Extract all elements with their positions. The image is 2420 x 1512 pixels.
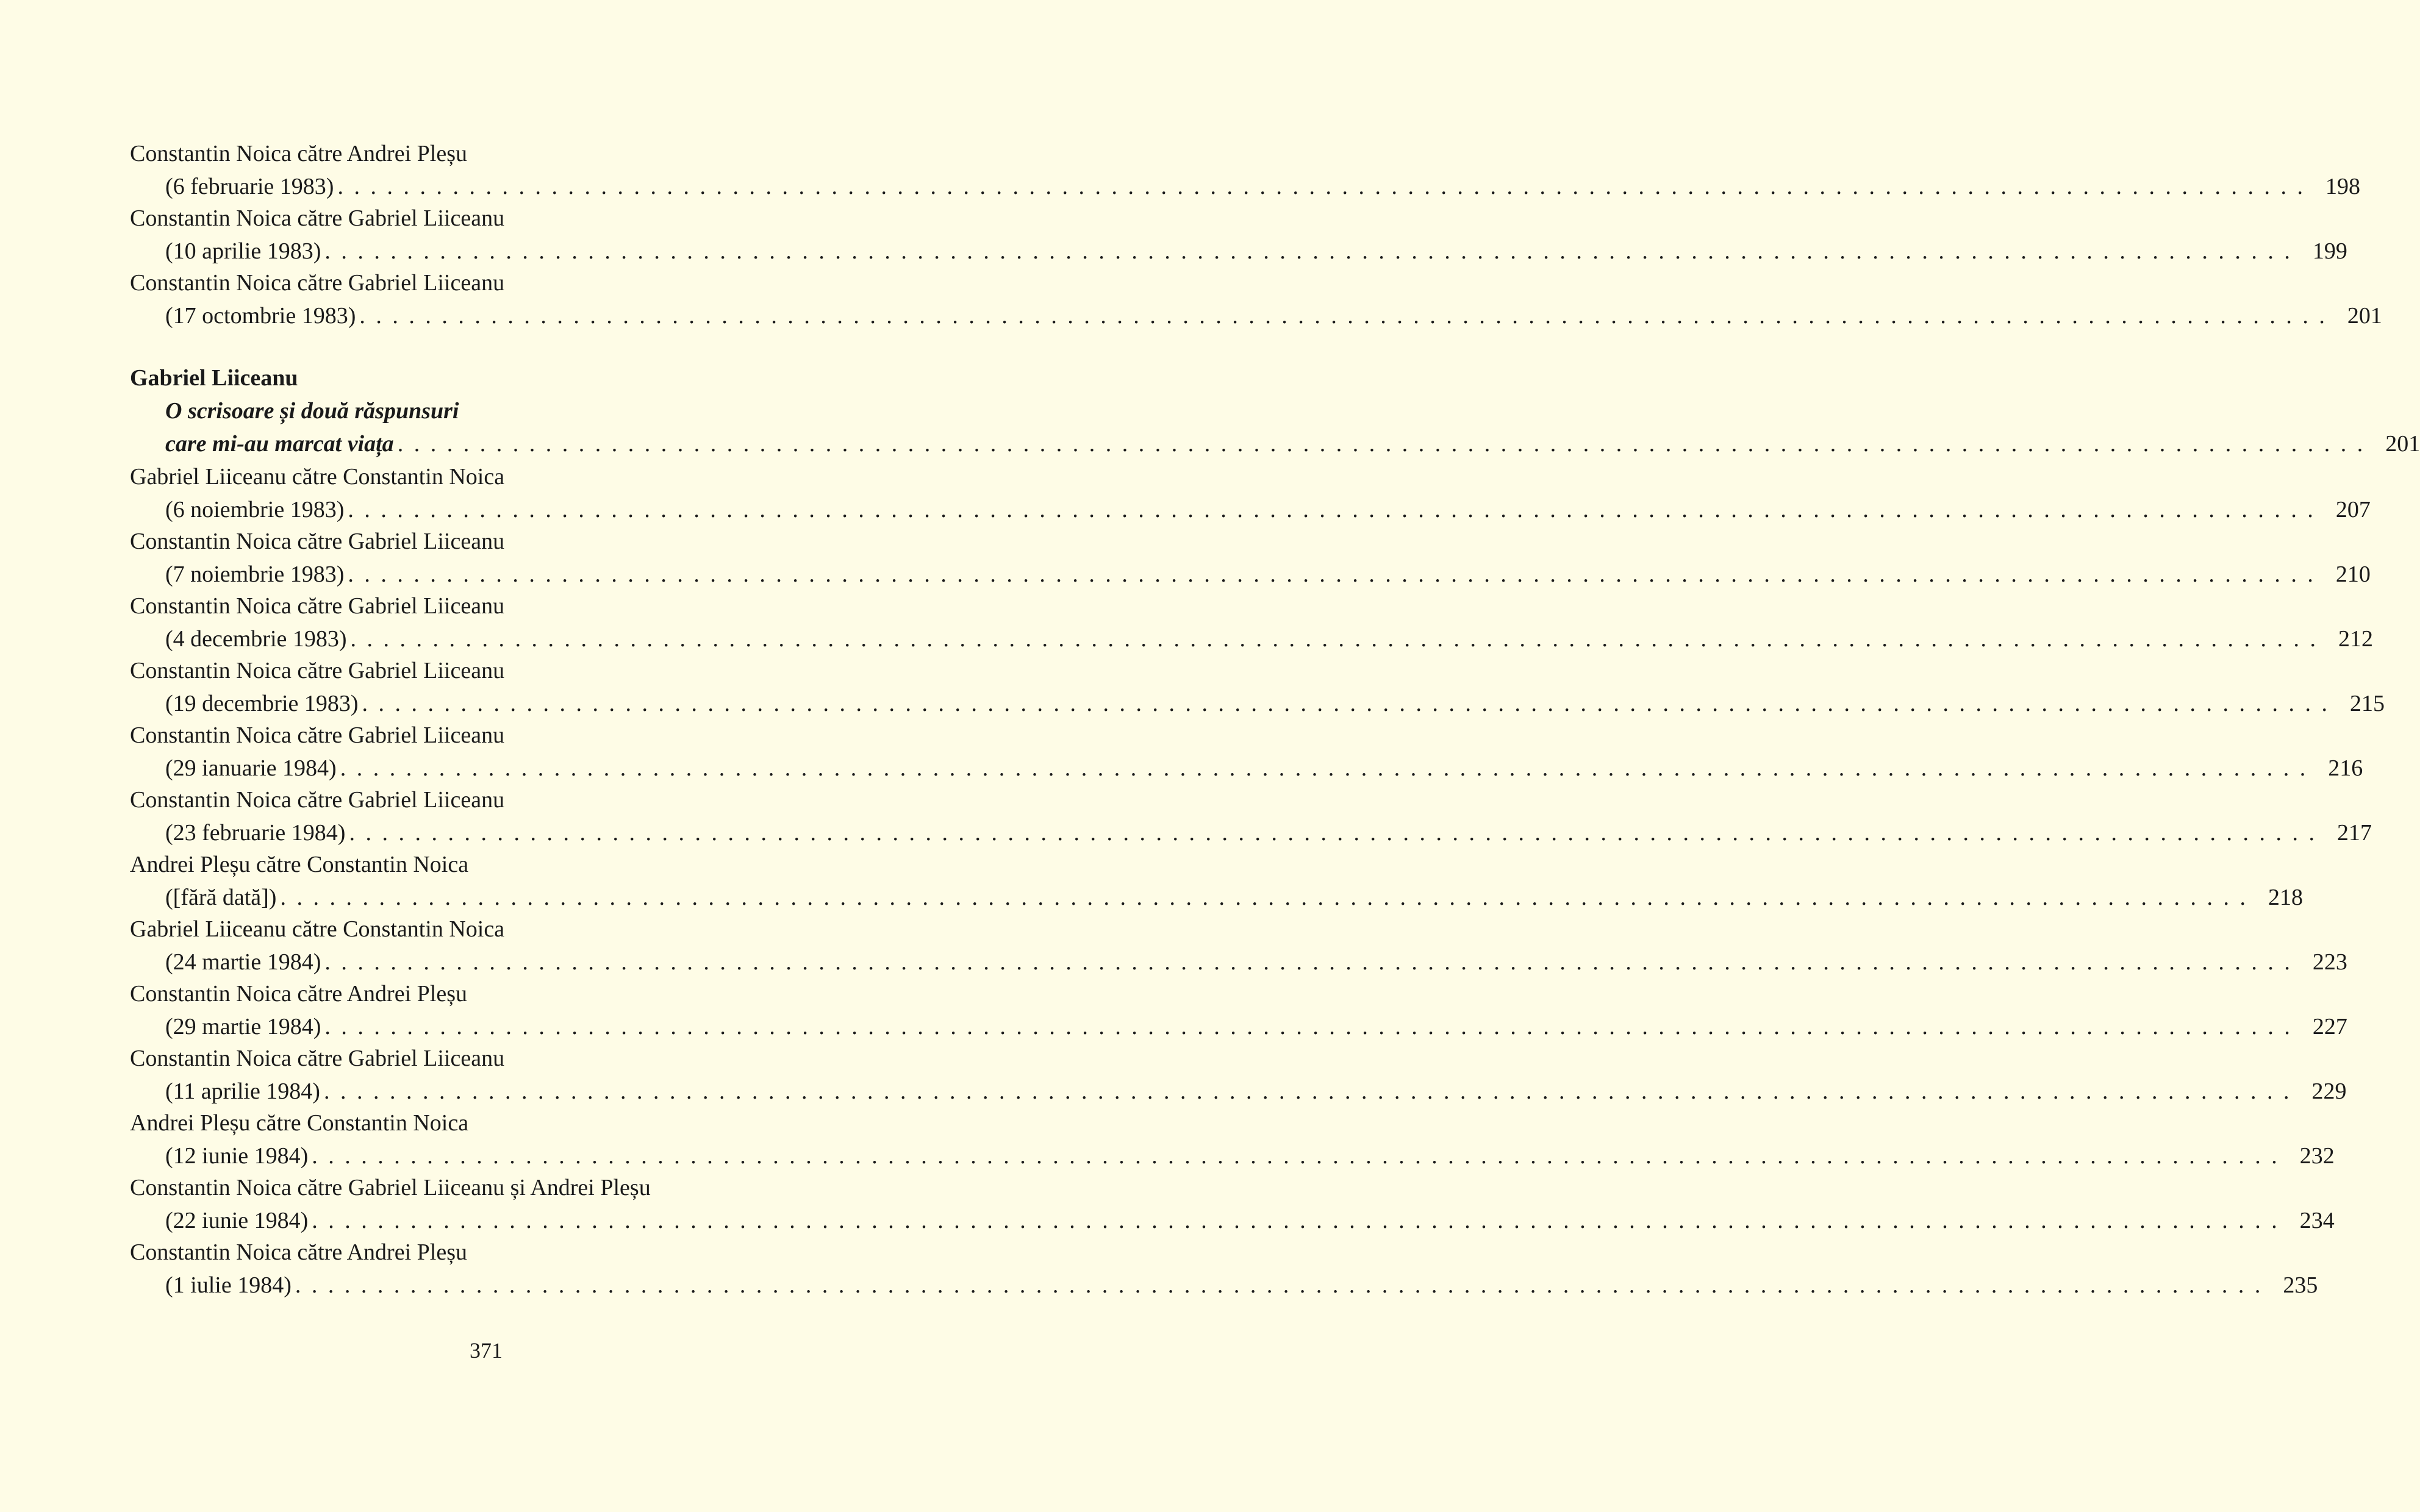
toc-entry-title: Constantin Noica către Gabriel Liiceanu — [130, 787, 505, 813]
toc-page-number: 229 — [2311, 1079, 2347, 1104]
toc-entry-date: (12 iunie 1984) — [165, 1143, 309, 1169]
dot-leader: . . . . . . . . . . . . . . . . . . . . . . . . . . . . . . . . . . . . . . . . . . . . . . . . . . . . . . . . . . . . . . . . . . . . . . . . . . . . . . . . . . . . . . . . . . . . . . . . . . . . . . . . . . . . . . . . . . . . . . . . — [312, 1143, 2280, 1169]
toc-entry-leader-line — [165, 168, 2360, 205]
toc-page-number: 201 — [2385, 431, 2420, 457]
dot-leader: . . . . . . . . . . . . . . . . . . . . . . . . . . . . . . . . . . . . . . . . . . . . . . . . . . . . . . . . . . . . . . . . . . . . . . . . . . . . . . . . . . . . . . . . . . . . . . . . . . . . . . . . . . . . . . . . . . . . . . . . — [348, 497, 2316, 522]
dot-leader: . . . . . . . . . . . . . . . . . . . . . . . . . . . . . . . . . . . . . . . . . . . . . . . . . . . . . . . . . . . . . . . . . . . . . . . . . . . . . . . . . . . . . . . . . . . . . . . . . . . . . . . . . . . . . . . . . . . . . . . . — [323, 1079, 2292, 1104]
dot-leader: . . . . . . . . . . . . . . . . . . . . . . . . . . . . . . . . . . . . . . . . . . . . . . . . . . . . . . . . . . . . . . . . . . . . . . . . . . . . . . . . . . . . . . . . . . . . . . . . . . . . . . . . . . . . . . . . . . . . . . . . — [324, 949, 2293, 975]
toc-page-number: 234 — [2299, 1208, 2335, 1233]
toc-page-number: 218 — [2268, 885, 2303, 910]
toc-page-number: 232 — [2299, 1143, 2335, 1169]
toc-entry-leader-line — [165, 1008, 2347, 1045]
toc-section-title: care mi-au marcat viața — [165, 431, 394, 457]
toc-entry-date: (4 decembrie 1983) — [165, 626, 347, 652]
dot-leader: . . . . . . . . . . . . . . . . . . . . . . . . . . . . . . . . . . . . . . . . . . . . . . . . . . . . . . . . . . . . . . . . . . . . . . . . . . . . . . . . . . . . . . . . . . . . . . . . . . . . . . . . . . . . . . . . . . . . . . . . — [324, 1014, 2293, 1040]
toc-entry-title: Constantin Noica către Gabriel Liiceanu — [130, 593, 505, 619]
toc-entry-date: (23 februarie 1984) — [165, 820, 346, 846]
toc-page-number: 215 — [2350, 691, 2385, 716]
dot-leader: . . . . . . . . . . . . . . . . . . . . . . . . . . . . . . . . . . . . . . . . . . . . . . . . . . . . . . . . . . . . . . . . . . . . . . . . . . . . . . . . . . . . . . . . . . . . . . . . . . . . . . . . . . . . . . . . . . . . . . . . — [359, 303, 2327, 329]
toc-section-title: O scrisoare și două răspunsuri — [165, 398, 459, 424]
toc-entry-title: Gabriel Liiceanu către Constantin Noica — [130, 916, 505, 942]
toc-entry-date: (6 noiembrie 1983) — [165, 497, 345, 522]
toc-page-number: 223 — [2312, 949, 2347, 975]
toc-entry-title: Constantin Noica către Andrei Pleșu — [130, 1239, 467, 1265]
toc-page-number: 235 — [2283, 1272, 2318, 1298]
toc-entry-date: (29 martie 1984) — [165, 1014, 321, 1040]
toc-entry-title: Constantin Noica către Gabriel Liiceanu și Andrei Pleșu — [130, 1175, 651, 1200]
toc-entry-date: (19 decembrie 1983) — [165, 691, 359, 716]
toc-entry-leader-line — [165, 815, 2372, 851]
toc-entry-title: Andrei Pleșu către Constantin Noica — [130, 852, 469, 877]
toc-entry-title: Constantin Noica către Gabriel Liiceanu — [130, 658, 505, 683]
dot-leader: . . . . . . . . . . . . . . . . . . . . . . . . . . . . . . . . . . . . . . . . . . . . . . . . . . . . . . . . . . . . . . . . . . . . . . . . . . . . . . . . . . . . . . . . . . . . . . . . . . . . . . . . . . . . . . . . . . . . . . . . — [350, 626, 2319, 652]
toc-entry-title: Constantin Noica către Andrei Pleșu — [130, 141, 467, 166]
dot-leader: . . . . . . . . . . . . . . . . . . . . . . . . . . . . . . . . . . . . . . . . . . . . . . . . . . . . . . . . . . . . . . . . . . . . . . . . . . . . . . . . . . . . . . . . . . . . . . . . . . . . . . . . . . . . . . . . . . . . . . . . — [340, 755, 2308, 781]
toc-entry-leader-line — [165, 556, 2371, 593]
toc-entry-date: (17 octombrie 1983) — [165, 303, 356, 329]
dot-leader: . . . . . . . . . . . . . . . . . . . . . . . . . . . . . . . . . . . . . . . . . . . . . . . . . . . . . . . . . . . . . . . . . . . . . . . . . . . . . . . . . . . . . . . . . . . . . . . . . . . . . . . . . . . . . . . . . . . . . . . . — [348, 562, 2316, 587]
toc-section-author: Gabriel Liiceanu — [130, 365, 298, 391]
toc-entry-title: Constantin Noica către Gabriel Liiceanu — [130, 270, 505, 296]
toc-entry-title: Andrei Pleșu către Constantin Noica — [130, 1110, 469, 1136]
toc-entry-date: (1 iulie 1984) — [165, 1272, 292, 1298]
toc-page-number: 210 — [2335, 562, 2371, 587]
toc-entry-title: Constantin Noica către Gabriel Liiceanu — [130, 529, 505, 554]
dot-leader: . . . . . . . . . . . . . . . . . . . . . . . . . . . . . . . . . . . . . . . . . . . . . . . . . . . . . . . . . . . . . . . . . . . . . . . . . . . . . . . . . . . . . . . . . . . . . . . . . . . . . . . . . . . . . . . . . . . . . . . . — [295, 1272, 2263, 1298]
toc-entry-leader-line — [165, 491, 2371, 528]
dot-leader: . . . . . . . . . . . . . . . . . . . . . . . . . . . . . . . . . . . . . . . . . . . . . . . . . . . . . . . . . . . . . . . . . . . . . . . . . . . . . . . . . . . . . . . . . . . . . . . . . . . . . . . . . . . . . . . . . . . . . . . . — [362, 691, 2330, 716]
toc-page-number: 212 — [2338, 626, 2374, 652]
toc-page-number: 227 — [2312, 1014, 2347, 1040]
toc-entry-date: (29 ianuarie 1984) — [165, 755, 337, 781]
toc-page-number: 216 — [2328, 755, 2363, 781]
page-number: 371 — [470, 1338, 503, 1363]
dot-leader: . . . . . . . . . . . . . . . . . . . . . . . . . . . . . . . . . . . . . . . . . . . . . . . . . . . . . . . . . . . . . . . . . . . . . . . . . . . . . . . . . . . . . . . . . . . . . . . . . . . . . . . . . . . . . . . . . . . . . . . . — [280, 885, 2248, 910]
toc-page-number: 201 — [2347, 303, 2382, 329]
toc-entry-leader-line — [165, 1202, 2335, 1239]
toc-entry-title: Constantin Noica către Gabriel Liiceanu — [130, 722, 505, 748]
toc-entry-leader-line — [165, 879, 2303, 916]
toc-page-number: 217 — [2336, 820, 2372, 846]
dot-leader: . . . . . . . . . . . . . . . . . . . . . . . . . . . . . . . . . . . . . . . . . . . . . . . . . . . . . . . . . . . . . . . . . . . . . . . . . . . . . . . . . . . . . . . . . . . . . . . . . . . . . . . . . . . . . . . . . . . . . . . . — [349, 820, 2317, 846]
toc-entry-date: (24 martie 1984) — [165, 949, 321, 975]
toc-entry-title: Constantin Noica către Gabriel Liiceanu — [130, 1046, 505, 1071]
dot-leader: . . . . . . . . . . . . . . . . . . . . . . . . . . . . . . . . . . . . . . . . . . . . . . . . . . . . . . . . . . . . . . . . . . . . . . . . . . . . . . . . . . . . . . . . . . . . . . . . . . . . . . . . . . . . . . . . . . . . . . . . — [337, 174, 2305, 199]
toc-entry-title: Constantin Noica către Andrei Pleșu — [130, 981, 467, 1007]
toc-entry-title: Gabriel Liiceanu către Constantin Noica — [130, 464, 505, 490]
toc-entry-date: (7 noiembrie 1983) — [165, 562, 345, 587]
toc-entry-date: ([fără dată]) — [165, 885, 277, 910]
toc-entry-leader-line — [165, 750, 2363, 786]
toc-entry-leader-line — [165, 426, 2420, 462]
dot-leader: . . . . . . . . . . . . . . . . . . . . . . . . . . . . . . . . . . . . . . . . . . . . . . . . . . . . . . . . . . . . . . . . . . . . . . . . . . . . . . . . . . . . . . . . . . . . . . . . . . . . . . . . . . . . . . . . . . . . . . . . — [312, 1208, 2280, 1233]
toc-entry-date: (22 iunie 1984) — [165, 1208, 309, 1233]
toc-entry-leader-line — [165, 944, 2347, 980]
toc-entry-leader-line — [165, 1138, 2335, 1174]
toc-entry-date: (10 aprilie 1983) — [165, 238, 321, 264]
toc-page-number: 199 — [2312, 238, 2347, 264]
dot-leader: . . . . . . . . . . . . . . . . . . . . . . . . . . . . . . . . . . . . . . . . . . . . . . . . . . . . . . . . . . . . . . . . . . . . . . . . . . . . . . . . . . . . . . . . . . . . . . . . . . . . . . . . . . . . . . . . . . . . . . . . — [397, 431, 2366, 457]
toc-entry-title: Constantin Noica către Gabriel Liiceanu — [130, 205, 505, 231]
toc-entry-leader-line — [165, 621, 2374, 657]
toc-page-number: 207 — [2335, 497, 2371, 522]
toc-entry-date: (6 februarie 1983) — [165, 174, 334, 199]
toc-entry-leader-line — [165, 298, 2382, 334]
toc-entry-leader-line — [165, 1267, 2318, 1303]
toc-entry-leader-line — [165, 233, 2347, 269]
toc-entry-date: (11 aprilie 1984) — [165, 1079, 320, 1104]
toc-entry-leader-line — [165, 1073, 2347, 1110]
dot-leader: . . . . . . . . . . . . . . . . . . . . . . . . . . . . . . . . . . . . . . . . . . . . . . . . . . . . . . . . . . . . . . . . . . . . . . . . . . . . . . . . . . . . . . . . . . . . . . . . . . . . . . . . . . . . . . . . . . . . . . . . — [324, 238, 2293, 264]
toc-page-number: 198 — [2325, 174, 2360, 199]
toc-entry-leader-line — [165, 685, 2385, 722]
